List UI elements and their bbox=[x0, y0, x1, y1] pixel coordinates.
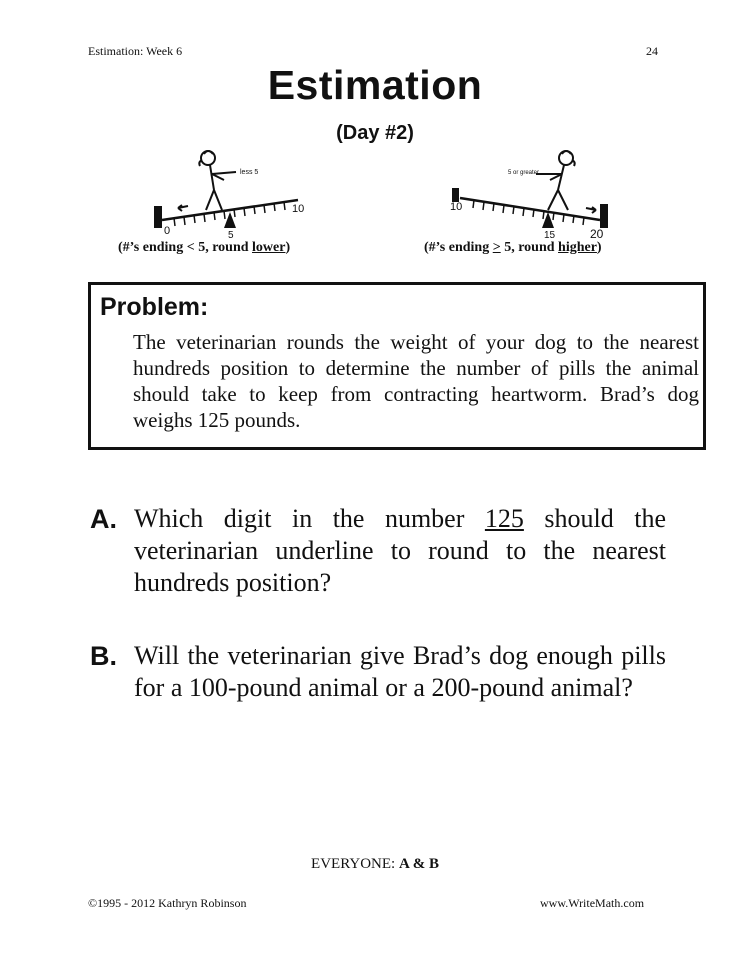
question-b-letter: B. bbox=[90, 641, 117, 671]
round-lower-rule bbox=[118, 240, 290, 256]
footer-copyright: ©1995 - 2012 Kathryn Robinson bbox=[88, 896, 247, 910]
question-a-letter: A. bbox=[90, 504, 117, 534]
rule-left-text: (#’s ending < 5, round bbox=[118, 240, 253, 255]
scale-mid-left: 5 bbox=[228, 230, 234, 240]
scale-mid-right: 15 bbox=[544, 230, 556, 240]
header-left: Estimation: Week 6 bbox=[88, 44, 183, 58]
round-higher-rule bbox=[424, 240, 602, 256]
page-number: 24 bbox=[646, 44, 658, 58]
question-a-text bbox=[134, 503, 666, 599]
page-title: Estimation bbox=[267, 62, 483, 108]
problem-text: The veterinarian rounds the weight of your dog to the nearest hundreds position to determine the number of pills the animal should take to keep from contracting heartworm. Brad’s dog weighs 125 pounds. bbox=[133, 330, 699, 432]
page-subtitle: (Day #2) bbox=[336, 122, 414, 144]
round-higher-illustration bbox=[450, 148, 620, 240]
seesaw-right bbox=[452, 188, 608, 228]
arrow-sign-right: 5 or greater bbox=[508, 170, 540, 176]
problem-box bbox=[88, 282, 706, 450]
scale-start-right: 10 bbox=[450, 201, 463, 213]
question-a-after: should the veterinarian underline to round to the nearest hundreds position? bbox=[134, 504, 666, 597]
rule-right-symbol: > bbox=[492, 240, 501, 255]
assignment-value: A & B bbox=[398, 856, 439, 872]
stick-figure-left bbox=[199, 151, 236, 210]
round-lower-illustration bbox=[148, 148, 318, 240]
question-b bbox=[90, 640, 670, 740]
question-b-text: Will the veterinarian give Brad’s dog enough pills for a 100-pound animal or a 200-pound animal? bbox=[134, 641, 666, 702]
question-a-before: Which digit in the number bbox=[134, 504, 485, 533]
rule-right-middle: 5, round bbox=[500, 240, 559, 255]
rule-left-close: ) bbox=[285, 240, 291, 255]
question-a-number: 125 bbox=[484, 504, 524, 533]
assignment-label: EVERYONE: bbox=[311, 856, 399, 872]
assignment-line bbox=[0, 856, 750, 873]
scale-end-left: 10 bbox=[292, 203, 305, 215]
question-a bbox=[90, 503, 670, 603]
rule-right-close: ) bbox=[596, 240, 602, 255]
arrow-sign-left: less 5 bbox=[240, 169, 259, 176]
rule-right-emphasis: higher bbox=[558, 240, 597, 255]
footer-website: www.WriteMath.com bbox=[540, 896, 645, 910]
rule-right-text: (#’s ending bbox=[424, 240, 493, 255]
scale-end-right: 20 bbox=[590, 227, 604, 240]
problem-heading: Problem: bbox=[100, 293, 209, 321]
rule-left-emphasis: lower bbox=[252, 240, 286, 255]
stick-figure-right bbox=[536, 151, 575, 210]
scale-start-left: 0 bbox=[164, 225, 171, 237]
seesaw-left bbox=[154, 200, 298, 228]
